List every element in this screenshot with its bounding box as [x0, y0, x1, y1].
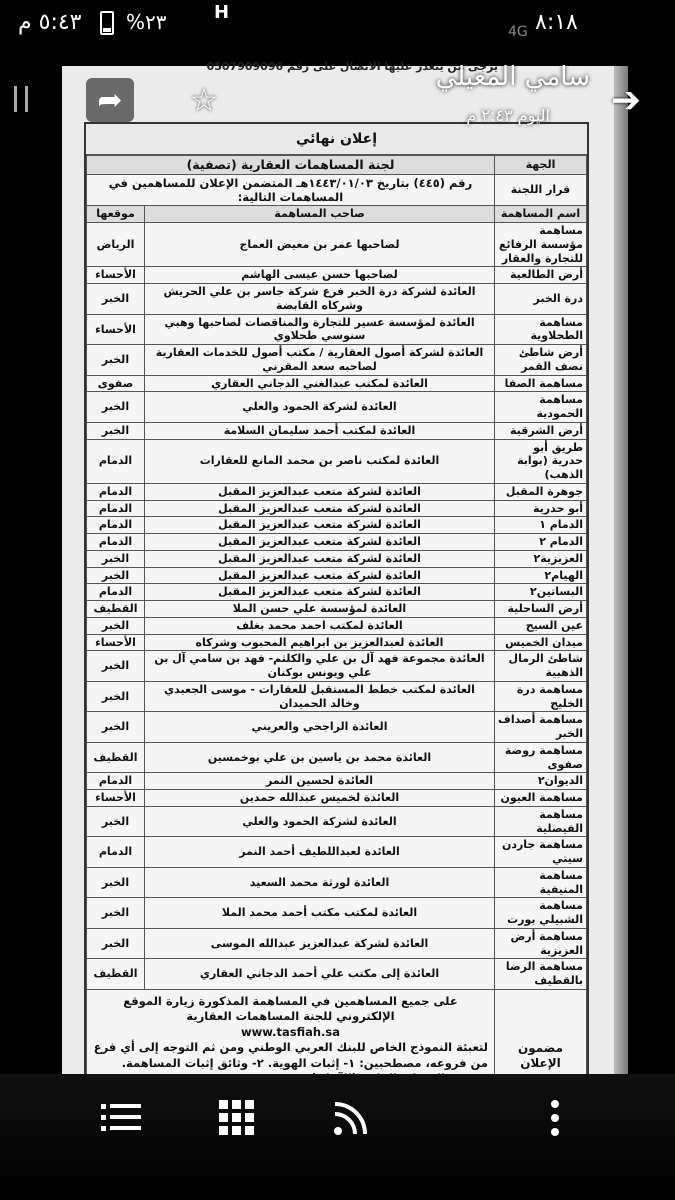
- table-row: [87, 439, 587, 483]
- contribution-name: أرض شاطئ نصف القمر: [495, 345, 587, 376]
- announcement-document: [84, 122, 589, 1125]
- contribution-owner: العائدة لمؤسسة علي حسن الملا: [145, 601, 495, 618]
- contribution-owner: العائدة لمكتب خطط المستقبل للعقارات - موسى الجعيدي وخالد الحميدان: [145, 681, 495, 712]
- contribution-location: الدمام: [87, 500, 145, 517]
- contribution-owner: العائدة الراجحي والعريني: [145, 712, 495, 743]
- table-row: [87, 928, 587, 959]
- contribution-location: الخبر: [87, 392, 145, 423]
- contribution-location: الخبر: [87, 651, 145, 682]
- signal-label: 4G: [508, 24, 528, 40]
- table-row: [87, 550, 587, 567]
- battery-percent: %٢٣: [126, 10, 167, 34]
- document-title: إعلان نهائي: [86, 124, 587, 155]
- header-location: موقعها: [87, 206, 145, 223]
- contribution-location: الخبر: [87, 681, 145, 712]
- contribution-name: طريق أبو حدرية (بوابة الذهب): [495, 439, 587, 483]
- contribution-owner: العائدة لمكتب عبدالغني الدجاني العقاري: [145, 375, 495, 392]
- announcement-table: [86, 155, 587, 1123]
- contribution-location: الأحساء: [87, 790, 145, 807]
- contribution-location: الخبر: [87, 617, 145, 634]
- entity-row: [87, 156, 587, 175]
- contribution-location: الدمام: [87, 439, 145, 483]
- contribution-owner: العائدة لعبدالعزيز بن ابراهيم المحبوب وشركاه: [145, 634, 495, 651]
- contribution-owner: العائدة لمكتب مكتب أحمد محمد الملا: [145, 898, 495, 929]
- table-row: [87, 223, 587, 267]
- cast-icon[interactable]: [326, 1093, 376, 1143]
- contribution-owner: العائدة لمكتب ناصر بن محمد المانع للعقارات: [145, 439, 495, 483]
- contribution-name: الدمام ١: [495, 517, 587, 534]
- contribution-name: مساهمة الفيصلية: [495, 806, 587, 837]
- contribution-owner: لصاحبها حسن عيسى الهاشم: [145, 267, 495, 284]
- decision-value: رقم (٤٤٥) بتاريخ ١٤٤٣/٠١/٠٣هـ المتضمن الإعلان للمساهمين في المساهمات التالية:: [87, 174, 495, 206]
- contribution-location: الدمام: [87, 483, 145, 500]
- table-row: [87, 500, 587, 517]
- header-name: اسم المساهمة: [495, 206, 587, 223]
- contribution-name: عين السيح: [495, 617, 587, 634]
- content-line: www.tasfiah.sa: [240, 1024, 341, 1039]
- table-row: [87, 483, 587, 500]
- contribution-name: مساهمة الصفا: [495, 375, 587, 392]
- table-row: [87, 375, 587, 392]
- table-row: [87, 790, 587, 807]
- contribution-owner: العائدة لعبداللطيف أحمد النمر: [145, 837, 495, 868]
- content-line: لتعبئة النموذج الخاص للبنك العربي الوطني ومن ثم التوجه إلى أي فرع من فروعه، مصطحبين: ١- إثبات الهوية. ٢- وثائق إثبات المساهمة.: [93, 1040, 488, 1070]
- contribution-name: مساهمة أصداف الخبر: [495, 712, 587, 743]
- contribution-owner: العائدة محمد بن ياسين بن علي بوخمسين: [145, 742, 495, 773]
- contribution-name: مساهمة العيون: [495, 790, 587, 807]
- contribution-owner: العائدة لشركة عبدالعزيز عبدالله الموسى: [145, 928, 495, 959]
- clock-right: ٨:١٨: [535, 10, 578, 35]
- contribution-name: أرض الشرقية: [495, 422, 587, 439]
- contribution-owner: العائدة لمكتب احمد محمد بغلف: [145, 617, 495, 634]
- contribution-location: الخبر: [87, 284, 145, 315]
- contribution-owner: العائدة لمكتب أحمد سليمان السلامة: [145, 422, 495, 439]
- contribution-owner: العائدة لشركة متعب عبدالعزيز المقبل: [145, 567, 495, 584]
- contribution-location: الخبر: [87, 567, 145, 584]
- contribution-location: الخبر: [87, 898, 145, 929]
- table-row: [87, 584, 587, 601]
- contribution-owner: العائدة لشركة متعب عبدالعزيز المقبل: [145, 584, 495, 601]
- contribution-owner: العائدة لمؤسسة عسير للتجارة والمناقصات لصاحبها وهبي سنوسي طحلاوي: [145, 314, 495, 345]
- table-row: [87, 617, 587, 634]
- contribution-name: درة الخبر: [495, 284, 587, 315]
- sender-name: سامي المعيلي: [435, 62, 590, 92]
- table-row: [87, 681, 587, 712]
- contribution-location: الخبر: [87, 345, 145, 376]
- contribution-owner: العائدة لشركة متعب عبدالعزيز المقبل: [145, 534, 495, 551]
- contribution-name: جوهرة المقبل: [495, 483, 587, 500]
- network-type: H: [214, 2, 230, 23]
- contribution-location: الخبر: [87, 550, 145, 567]
- contribution-owner: العائدة لشركة متعب عبدالعزيز المقبل: [145, 500, 495, 517]
- contribution-location: القطيف: [87, 742, 145, 773]
- contribution-location: القطيف: [87, 601, 145, 618]
- table-row: [87, 517, 587, 534]
- contribution-name: مساهمة الحمودية: [495, 392, 587, 423]
- contribution-location: الخبر: [87, 928, 145, 959]
- table-row: [87, 898, 587, 929]
- table-row: [87, 742, 587, 773]
- clock-left: ٥:٤٣ م: [18, 10, 82, 35]
- star-icon[interactable]: ☆: [189, 81, 219, 119]
- contribution-location: الدمام: [87, 534, 145, 551]
- table-row: [87, 867, 587, 898]
- contribution-name: مساهمة درة الخليج: [495, 681, 587, 712]
- contribution-location: الدمام: [87, 773, 145, 790]
- contribution-name: مساهمة مؤسسة الرفائع للتجارة والعقار: [495, 223, 587, 267]
- table-row: [87, 959, 587, 990]
- contribution-owner: العائدة لشركة درة الخبر فرع شركة جاسر بن علي الحريش وشركاه القابضة: [145, 284, 495, 315]
- contribution-location: الدمام: [87, 517, 145, 534]
- contribution-name: مساهمة الشبيلي بورت: [495, 898, 587, 929]
- forward-arrow-icon[interactable]: ➔: [610, 79, 642, 121]
- contribution-name: أبو حدرية: [495, 500, 587, 517]
- entity-label: الجهة: [495, 156, 587, 175]
- table-row: [87, 712, 587, 743]
- pause-indicator-icon: [14, 86, 28, 112]
- contribution-name: الديوان٢: [495, 773, 587, 790]
- table-header: [87, 206, 587, 223]
- table-row: [87, 314, 587, 345]
- contribution-name: مساهمة جاردن سيتي: [495, 837, 587, 868]
- message-time: اليوم ٢:٤٣ م: [466, 106, 550, 125]
- contribution-owner: العائدة لخميس عبدالله حمدين: [145, 790, 495, 807]
- contribution-name: ميدان الخميس: [495, 634, 587, 651]
- contribution-owner: العائدة لورثة محمد السعيد: [145, 867, 495, 898]
- contribution-owner: العائدة لشركة متعب عبدالعزيز المقبل: [145, 517, 495, 534]
- contribution-location: الدمام: [87, 837, 145, 868]
- contribution-owner: العائدة مجموعة فهد آل بن علي والكلثم- فهد بن سامي آل بن علي ويونس بوكنان: [145, 651, 495, 682]
- table-row: [87, 422, 587, 439]
- contribution-location: الأحساء: [87, 267, 145, 284]
- table-row: [87, 284, 587, 315]
- table-row: [87, 773, 587, 790]
- table-row: [87, 601, 587, 618]
- contribution-owner: العائدة لحسين النمر: [145, 773, 495, 790]
- contribution-name: البساتين٢: [495, 584, 587, 601]
- decision-label: قرار اللجنة: [495, 174, 587, 206]
- status-bar: [0, 0, 675, 50]
- table-row: [87, 392, 587, 423]
- contribution-name: مساهمة الرضا بالقطيف: [495, 959, 587, 990]
- contribution-owner: العائدة إلى مكتب علي أحمد الدجاني العقاري: [145, 959, 495, 990]
- table-row: [87, 634, 587, 651]
- table-row: [87, 534, 587, 551]
- contribution-name: أرض الساحلية: [495, 601, 587, 618]
- table-row: [87, 651, 587, 682]
- table-row: [87, 345, 587, 376]
- header-owner: صاحب المساهمة: [145, 206, 495, 223]
- contribution-name: مساهمة الطحلاوية: [495, 314, 587, 345]
- battery-icon: [100, 11, 114, 35]
- contribution-name: مساهمة أرض العزيزية: [495, 928, 587, 959]
- contribution-location: صفوى: [87, 375, 145, 392]
- share-icon[interactable]: ➦: [86, 78, 134, 122]
- table-row: [87, 806, 587, 837]
- contribution-name: مساهمة روضة صفوى: [495, 742, 587, 773]
- contribution-location: الخبر: [87, 422, 145, 439]
- content-line: على جميع المساهمين في المساهمة المذكورة زيارة الموقع الإلكتروني للجنة المساهمات العقارية: [123, 993, 458, 1024]
- contribution-owner: العائدة لشركة أصول العقارية / مكتب أصول للخدمات العقارية لصاحبه سعد المقرني: [145, 345, 495, 376]
- grid-icon[interactable]: [212, 1093, 262, 1143]
- entity-value: لجنة المساهمات العقارية (تصفية): [87, 156, 495, 175]
- contribution-owner: العائدة لشركة الحمود والعلي: [145, 806, 495, 837]
- contribution-owner: العائدة لشركة متعب عبدالعزيز المقبل: [145, 550, 495, 567]
- contribution-location: الخبر: [87, 806, 145, 837]
- contribution-name: العزيزية٢: [495, 550, 587, 567]
- contribution-location: الخبر: [87, 712, 145, 743]
- contribution-location: الدمام: [87, 584, 145, 601]
- contribution-owner: لصاحبها عمر بن معيض العماج: [145, 223, 495, 267]
- contribution-name: الهيام٢: [495, 567, 587, 584]
- table-row: [87, 837, 587, 868]
- contribution-name: مساهمة المنيفية: [495, 867, 587, 898]
- photo-left-margin: [0, 66, 62, 1074]
- contribution-name: الدمام ٢: [495, 534, 587, 551]
- table-row: [87, 567, 587, 584]
- contribution-location: الخبر: [87, 867, 145, 898]
- contribution-owner: العائدة لشركة الحمود والعلي: [145, 392, 495, 423]
- top-note: يرجى من يتعذر عليها الاتصال على رقم 0507909096: [206, 60, 498, 73]
- contribution-location: القطيف: [87, 959, 145, 990]
- decision-row: [87, 174, 587, 206]
- contribution-owner: العائدة لشركة متعب عبدالعزيز المقبل: [145, 483, 495, 500]
- contribution-location: الأحساء: [87, 314, 145, 345]
- table-row: [87, 267, 587, 284]
- contribution-location: الأحساء: [87, 634, 145, 651]
- paper-edge: [614, 66, 628, 1074]
- list-icon[interactable]: [96, 1093, 146, 1143]
- more-icon[interactable]: [530, 1093, 580, 1143]
- contribution-name: شاطئ الرمال الذهبية: [495, 651, 587, 682]
- contribution-name: أرض الطالعية: [495, 267, 587, 284]
- content-label: مضمون الإعلان: [495, 989, 587, 1122]
- contribution-location: الرياض: [87, 223, 145, 267]
